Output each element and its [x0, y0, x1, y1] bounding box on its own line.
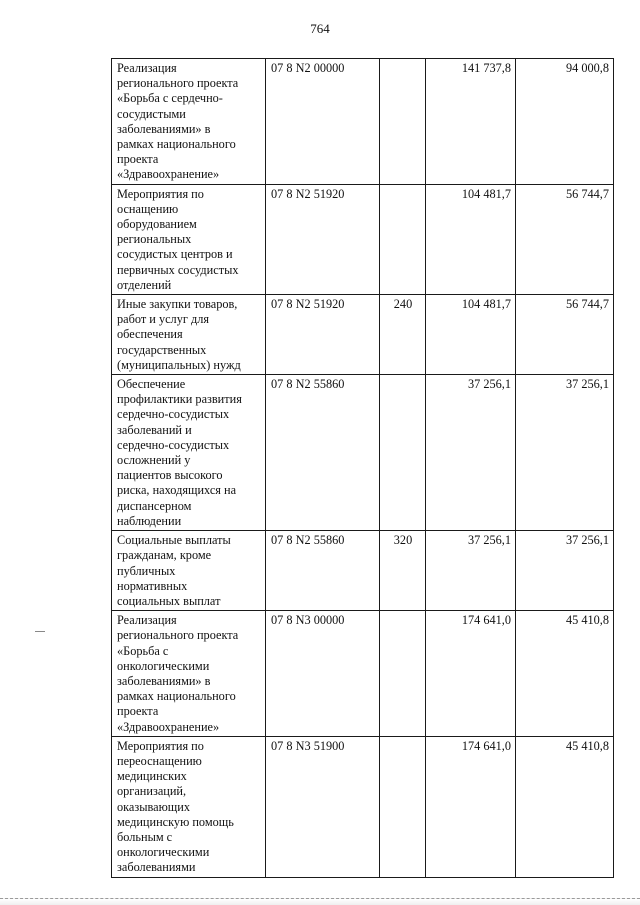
table-row	[112, 611, 614, 737]
row-amount-1: 174 641,0	[426, 736, 516, 877]
row-code: 07 8 N2 51920	[266, 184, 380, 294]
row-code: 07 8 N3 51900	[266, 736, 380, 877]
row-amount-2: 45 410,8	[516, 611, 614, 737]
row-name: Иные закупки товаров, работ и услуг для обеспечения государственных (муниципальных) нужд	[117, 297, 241, 372]
row-name: Реализация регионального проекта «Борьба с онкологическими заболеваниями» в рамках национального проекта «Здравоохранение»	[117, 613, 239, 734]
page-number: 764	[310, 21, 330, 36]
row-amount-1: 37 256,1	[426, 375, 516, 531]
row-name: Мероприятия по оснащению оборудованием региональных сосудистых центров и первичных сосудистых отделений	[117, 186, 239, 292]
row-code: 07 8 N2 55860	[266, 375, 380, 531]
row-amount-2: 56 744,7	[516, 295, 614, 375]
row-amount-2: 56 744,7	[516, 184, 614, 294]
row-code: 07 8 N2 55860	[266, 531, 380, 611]
row-code: 07 8 N3 00000	[266, 611, 380, 737]
row-code: 07 8 N2 00000	[266, 59, 380, 185]
row-expense-type	[380, 375, 426, 531]
row-amount-2: 37 256,1	[516, 531, 614, 611]
row-amount-1: 37 256,1	[426, 531, 516, 611]
row-expense-type	[380, 184, 426, 294]
page-bottom-edge	[0, 898, 640, 905]
row-name: Обеспечение профилактики развития сердечно-сосудистых заболеваний и сердечно-сосудистых осложнений у пациентов высокого риска, находящихся на диспансерном наблюдении	[117, 377, 242, 528]
row-expense-type	[380, 736, 426, 877]
table-row	[112, 295, 614, 375]
row-expense-type	[380, 59, 426, 185]
row-name: Социальные выплаты гражданам, кроме публичных нормативных социальных выплат	[117, 533, 231, 608]
row-name-cell	[112, 184, 266, 294]
row-expense-type: 320	[380, 531, 426, 611]
row-name-cell	[112, 531, 266, 611]
row-expense-type	[380, 611, 426, 737]
row-name-cell	[112, 295, 266, 375]
margin-mark	[35, 631, 45, 632]
table-row	[112, 531, 614, 611]
row-amount-2: 37 256,1	[516, 375, 614, 531]
row-amount-2: 94 000,8	[516, 59, 614, 185]
row-name-cell	[112, 611, 266, 737]
row-name: Мероприятия по переоснащению медицинских организаций, оказывающих медицинскую помощь больным с онкологическими заболеваниями	[117, 738, 234, 875]
table-row	[112, 59, 614, 185]
table-row	[112, 375, 614, 531]
table-row	[112, 184, 614, 294]
row-name-cell	[112, 736, 266, 877]
row-name-cell	[112, 59, 266, 185]
table-row	[112, 736, 614, 877]
row-code: 07 8 N2 51920	[266, 295, 380, 375]
row-amount-2: 45 410,8	[516, 736, 614, 877]
budget-table	[111, 58, 614, 878]
row-name-cell	[112, 375, 266, 531]
row-amount-1: 141 737,8	[426, 59, 516, 185]
row-name: Реализация регионального проекта «Борьба с сердечно- сосудистыми заболеваниями» в рамках национального проекта «Здравоохранение»	[117, 61, 239, 182]
row-expense-type: 240	[380, 295, 426, 375]
row-amount-1: 104 481,7	[426, 295, 516, 375]
row-amount-1: 174 641,0	[426, 611, 516, 737]
row-amount-1: 104 481,7	[426, 184, 516, 294]
